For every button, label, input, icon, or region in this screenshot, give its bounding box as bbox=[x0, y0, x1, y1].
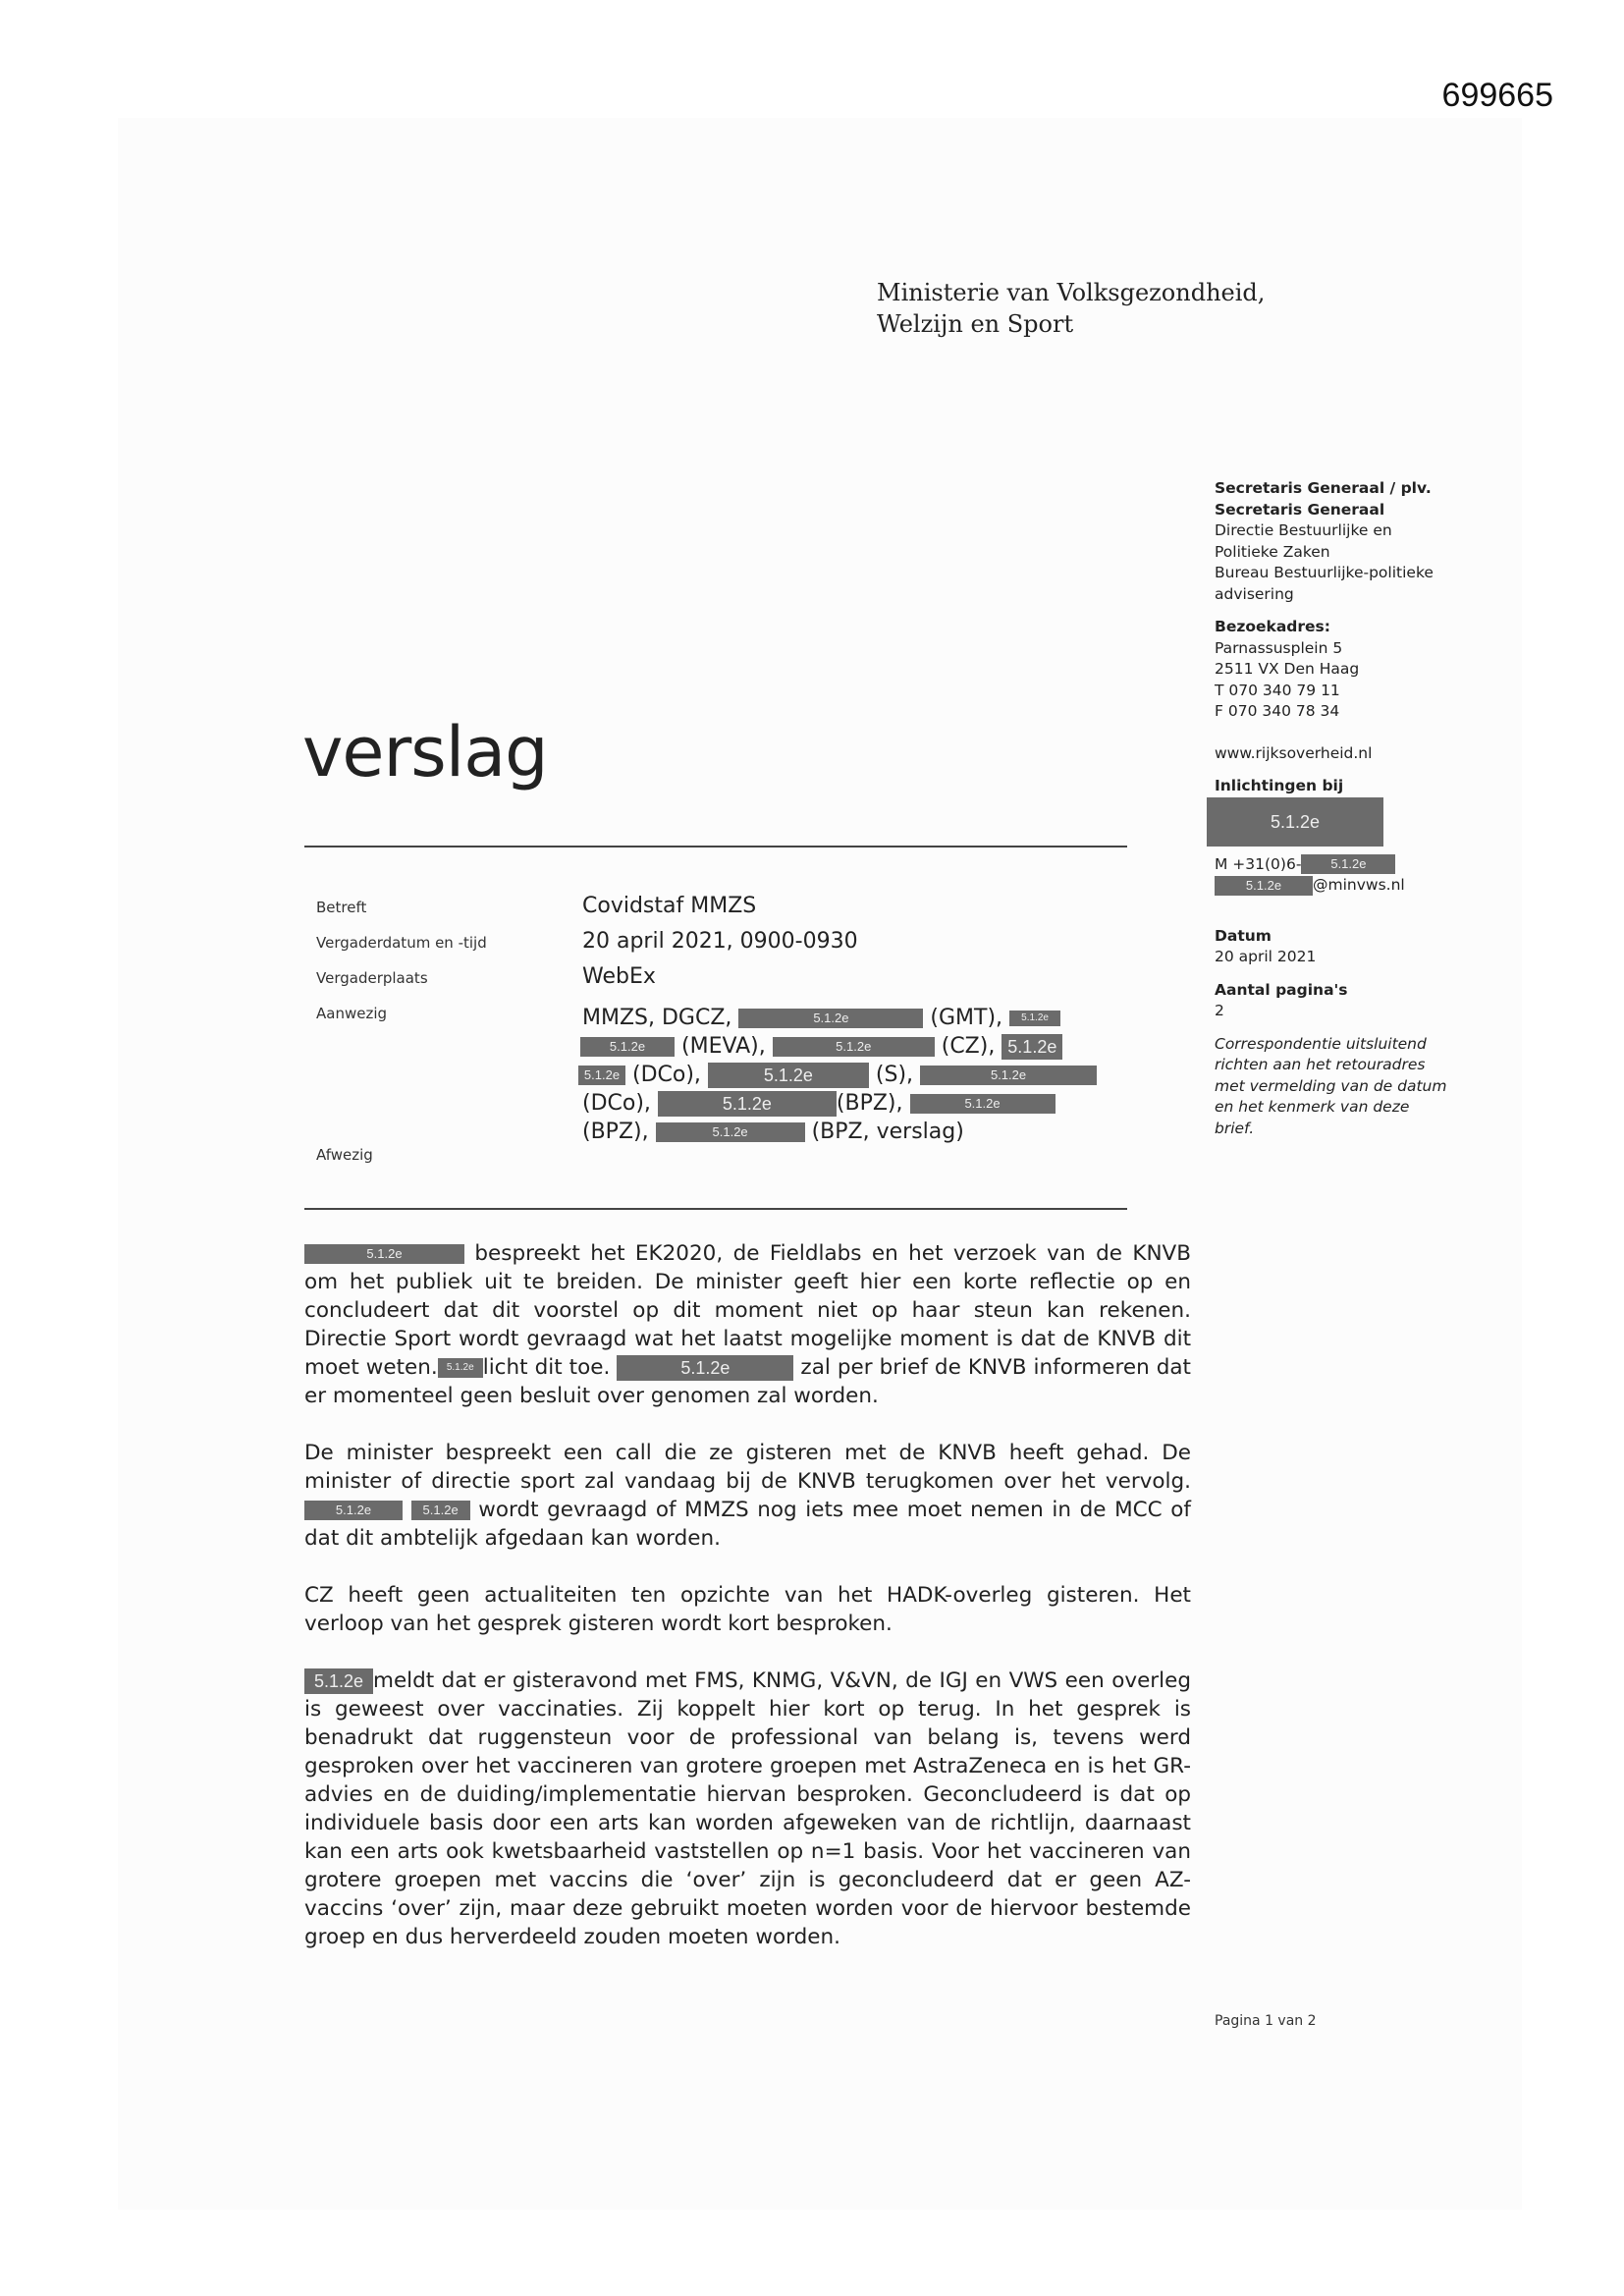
phone: T 070 340 79 11 bbox=[1215, 681, 1340, 699]
afwezig-label: Afwezig bbox=[316, 1146, 373, 1164]
redaction: 5.1.2e bbox=[304, 1668, 373, 1694]
redaction: 5.1.2e bbox=[1001, 1034, 1062, 1060]
divider bbox=[304, 846, 1127, 847]
ministry-logo-text bbox=[877, 277, 1265, 340]
datum-value: 20 april 2021, 0900-0930 bbox=[582, 929, 858, 954]
plaats-label: Vergaderplaats bbox=[316, 969, 428, 987]
redaction: 5.1.2e bbox=[738, 1009, 923, 1028]
aanwezig-value bbox=[582, 1004, 1112, 1146]
datum-label: Vergaderdatum en -tijd bbox=[316, 934, 487, 952]
redaction: 5.1.2e bbox=[656, 1122, 805, 1142]
redaction: 5.1.2e bbox=[304, 1244, 464, 1264]
website-link[interactable]: www.rijksoverheid.nl bbox=[1215, 743, 1373, 762]
redaction: 5.1.2e bbox=[1207, 797, 1383, 847]
betreft-label: Betreft bbox=[316, 899, 367, 916]
text: meldt dat er gisteravond met FMS, KNMG, V&VN, de IGJ en VWS een overleg is geweest over vaccinaties. Zij koppelt hier kort op terug. In het gesprek is benadrukt dat ruggensteun voor de professional van belang is, tevens werd gesproken over het vaccineren van grotere groepen met AstraZeneca en is het GR-advies en de duiding/implementatie hiervan besproken. Geconcludeerd is dat op individuele basis door een arts kan worden afgeweken van de richtlijn, daarnaast kan een arts ook kwetsbaarheid vaststellen op n=1 basis. Voor het vaccineren van grotere groepen met vaccins die ‘over’ zijn is geconcludeerd dat er geen AZ-vaccins ‘over’ zijn, maar deze gebruikt moeten worden voor de hiervoor bestemde groep en dus herverdeeld zouden moeten worden. bbox=[304, 1668, 1191, 1949]
text: (BPZ, verslag) bbox=[811, 1120, 964, 1144]
mobile: M +31(0)6- bbox=[1215, 854, 1302, 873]
redaction: 5.1.2e bbox=[438, 1358, 483, 1378]
redaction: 5.1.2e bbox=[708, 1063, 869, 1088]
aanwezig-label: Aanwezig bbox=[316, 1005, 388, 1022]
fax: F 070 340 78 34 bbox=[1215, 702, 1340, 720]
redaction: 5.1.2e bbox=[658, 1091, 837, 1117]
text: (DCo), bbox=[582, 1091, 651, 1116]
redaction: 5.1.2e bbox=[1215, 876, 1313, 896]
text: (BPZ), bbox=[582, 1120, 649, 1144]
text: MMZS, DGCZ, bbox=[582, 1006, 732, 1030]
paragraph: CZ heeft geen actualiteiten ten opzichte van het HADK-overleg gisteren. Het verloop van het gesprek gisteren wordt kort besproken. bbox=[304, 1583, 1191, 1636]
document-number: 699665 bbox=[1441, 77, 1553, 114]
note-line: en het kenmerk van deze bbox=[1215, 1098, 1410, 1116]
address-line: Parnassusplein 5 bbox=[1215, 638, 1343, 657]
text: (CZ), bbox=[941, 1034, 996, 1059]
text: licht dit toe. bbox=[482, 1355, 611, 1380]
dept-line: Politieke Zaken bbox=[1215, 542, 1330, 561]
report-body bbox=[304, 1239, 1191, 1980]
redaction: 5.1.2e bbox=[920, 1066, 1097, 1085]
info-label: Inlichtingen bij bbox=[1215, 777, 1344, 794]
sidebar bbox=[1215, 478, 1470, 1139]
document-title: verslag bbox=[302, 712, 548, 793]
redaction: 5.1.2e bbox=[580, 1037, 675, 1057]
redaction: 5.1.2e bbox=[411, 1501, 470, 1520]
note-line: richten aan het retouradres bbox=[1215, 1056, 1426, 1073]
note-line: Correspondentie uitsluitend bbox=[1215, 1034, 1427, 1053]
text: bespreekt het EK2020, de Fieldlabs en het verzoek van de KNVB om het publiek uit te breiden. De minister geeft hier een korte reflectie op en concludeert dat dit voorstel op dit moment niet op haar steun kan rekenen. Directie Sport wordt gevraagd wat het laatst mogelijke moment is dat de KNVB dit moet weten. bbox=[304, 1241, 1191, 1380]
address-line: 2511 VX Den Haag bbox=[1215, 660, 1360, 678]
text: zal per brief de KNVB informeren dat er momenteel geen besluit over genomen zal worden. bbox=[304, 1355, 1191, 1408]
betreft-value: Covidstaf MMZS bbox=[582, 894, 757, 918]
sender-line: Secretaris Generaal bbox=[1215, 500, 1385, 519]
text: (BPZ), bbox=[836, 1091, 903, 1116]
email: @minvws.nl bbox=[1313, 876, 1405, 894]
redaction: 5.1.2e bbox=[1301, 854, 1395, 874]
ministry-line: Ministerie van Volksgezondheid, bbox=[877, 279, 1266, 306]
text: (GMT), bbox=[930, 1006, 1003, 1030]
dept-line: Bureau Bestuurlijke-politieke bbox=[1215, 564, 1434, 581]
redaction: 5.1.2e bbox=[304, 1501, 403, 1520]
text: (MEVA), bbox=[681, 1034, 766, 1059]
datum-label: Datum bbox=[1215, 926, 1272, 945]
redaction: 5.1.2e bbox=[578, 1066, 625, 1085]
note-line: brief. bbox=[1215, 1119, 1255, 1137]
dept-line: Directie Bestuurlijke en bbox=[1215, 521, 1392, 539]
dept-line: advisering bbox=[1215, 584, 1294, 603]
paragraph bbox=[304, 1239, 1191, 1410]
ministry-line: Welzijn en Sport bbox=[877, 310, 1074, 338]
visit-label: Bezoekadres: bbox=[1215, 618, 1330, 635]
redaction: 5.1.2e bbox=[773, 1037, 935, 1057]
note-line: met vermelding van de datum bbox=[1215, 1076, 1447, 1095]
sender-line: Secretaris Generaal / plv. bbox=[1215, 479, 1432, 497]
text: (DCo), bbox=[632, 1063, 701, 1087]
text: (S), bbox=[875, 1063, 914, 1087]
redaction: 5.1.2e bbox=[617, 1355, 793, 1381]
text: wordt gevraagd of MMZS nog iets mee moet nemen in de MCC of dat dit ambtelijk afgedaan kan worden. bbox=[304, 1498, 1191, 1551]
pages-value: 2 bbox=[1215, 1002, 1224, 1019]
paragraph bbox=[304, 1667, 1191, 1951]
redaction: 5.1.2e bbox=[910, 1094, 1056, 1114]
paragraph bbox=[304, 1439, 1191, 1553]
datum-value: 20 april 2021 bbox=[1215, 948, 1317, 965]
redaction: 5.1.2e bbox=[1009, 1011, 1060, 1026]
page-number: Pagina 1 van 2 bbox=[1215, 2013, 1317, 2029]
text: De minister bespreekt een call die ze gisteren met de KNVB heeft gehad. De minister of directie sport zal vandaag bij de KNVB terugkomen over het vervolg. bbox=[304, 1441, 1191, 1494]
plaats-value: WebEx bbox=[582, 964, 656, 989]
pages-label: Aantal pagina's bbox=[1215, 980, 1348, 999]
divider bbox=[304, 1208, 1127, 1210]
